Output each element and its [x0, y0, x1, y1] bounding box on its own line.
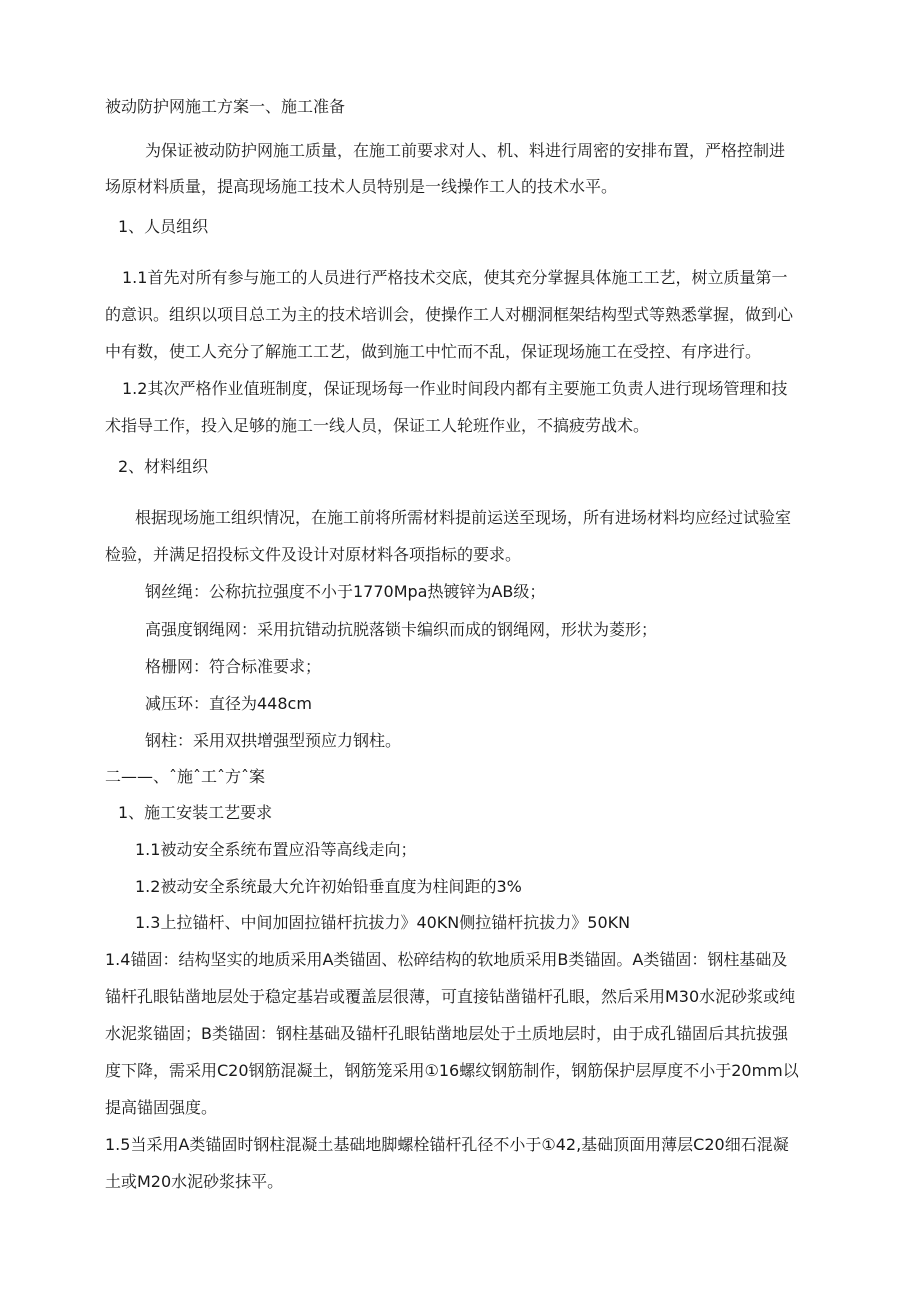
section-heading-installation: 1、施工安装工艺要求: [118, 803, 273, 822]
para-2-line-1: 根据现场施工组织情况，在施工前将所需材料提前运送至现场，所有进场材料均应经过试验室: [135, 508, 792, 527]
req-1-2: 1.2被动安全系统最大允许初始铅垂直度为柱间距的3%: [135, 877, 522, 896]
para-1-4-line-2: 锚杆孔眼钻凿地层处于稳定基岩或覆盖层很薄，可直接钻凿锚杆孔眼，然后采用M30水泥砂浆或纯: [105, 987, 796, 1006]
para-1-1-line-3: 中有数，使工人充分了解施工工艺，做到施工中忙而不乱，保证现场施工在受控、有序进行。: [105, 342, 762, 361]
para-1-4-line-1: 1.4锚固：结构坚实的地质采用A类锚固、松碎结构的软地质采用B类锚固。A类锚固：钢柱基础及: [105, 950, 788, 969]
material-item-grid-net: 格栅网：符合标准要求；: [145, 657, 322, 676]
section-heading-personnel: 1、人员组织: [118, 217, 209, 236]
para-1-1-line-1: 1.1首先对所有参与施工的人员进行严格技术交底，使其充分掌握具体施工工艺，树立质量第一: [122, 268, 788, 287]
intro-line-1: 为保证被动防护网施工质量，在施工前要求对人、机、料进行周密的安排布置，严格控制进: [145, 141, 786, 160]
intro-line-2: 场原材料质量，提高现场施工技术人员特别是一线操作工人的技术水平。: [105, 177, 618, 196]
para-1-2-line-2: 术指导工作，投入足够的施工一线人员，保证工人轮班作业，不搞疲劳战术。: [105, 416, 650, 435]
para-1-5-line-2: 土或M20水泥砂浆抹平。: [105, 1172, 284, 1191]
para-2-line-2: 检验，并满足招投标文件及设计对原材料各项指标的要求。: [105, 545, 522, 564]
material-item-post: 钢柱：采用双拱增强型预应力钢柱。: [145, 731, 402, 750]
para-1-4-line-5: 提高锚固强度。: [105, 1098, 218, 1117]
section-heading-materials: 2、材料组织: [118, 457, 209, 476]
para-1-5-line-1: 1.5当采用A类锚固时钢柱混凝土基础地脚螺栓锚杆孔径不小于①42,基础顶面用薄层C20细石混凝: [105, 1135, 789, 1154]
para-1-4-line-4: 度下降，需采用C20钢筋混凝土，钢筋笼采用①16螺纹钢筋制作，钢筋保护层厚度不小于20mm以: [105, 1061, 799, 1080]
material-item-steel-net: 高强度钢绳网：采用抗错动抗脱落锁卡编织而成的钢绳网，形状为菱形；: [145, 620, 658, 639]
para-1-1-line-2: 的意识。组织以项目总工为主的技术培训会，使操作工人对棚洞框架结构型式等熟悉掌握，做到心: [105, 305, 794, 324]
material-item-ring: 减压环：直径为448cm: [145, 694, 312, 713]
material-item-wire-rope: 钢丝绳：公称抗拉强度不小于1770Mpa热镀锌为AB级；: [145, 582, 546, 601]
part-2-heading: 二——、ˆ施ˆ工ˆ方ˆ案: [105, 767, 266, 786]
para-1-2-line-1: 1.2其次严格作业值班制度，保证现场每一作业时间段内都有主要施工负责人进行现场管理和技: [122, 379, 788, 398]
para-1-4-line-3: 水泥浆锚固；B类锚固：钢柱基础及锚杆孔眼钻凿地层处于土质地层时，由于成孔锚固后其抗拔强: [105, 1024, 788, 1043]
document-title: 被动防护网施工方案一、施工准备: [105, 97, 346, 116]
req-1-3: 1.3上拉锚杆、中间加固拉锚杆抗拔力》40KN侧拉锚杆抗拔力》50KN: [135, 913, 631, 932]
req-1-1: 1.1被动安全系统布置应沿等高线走向；: [135, 840, 417, 859]
